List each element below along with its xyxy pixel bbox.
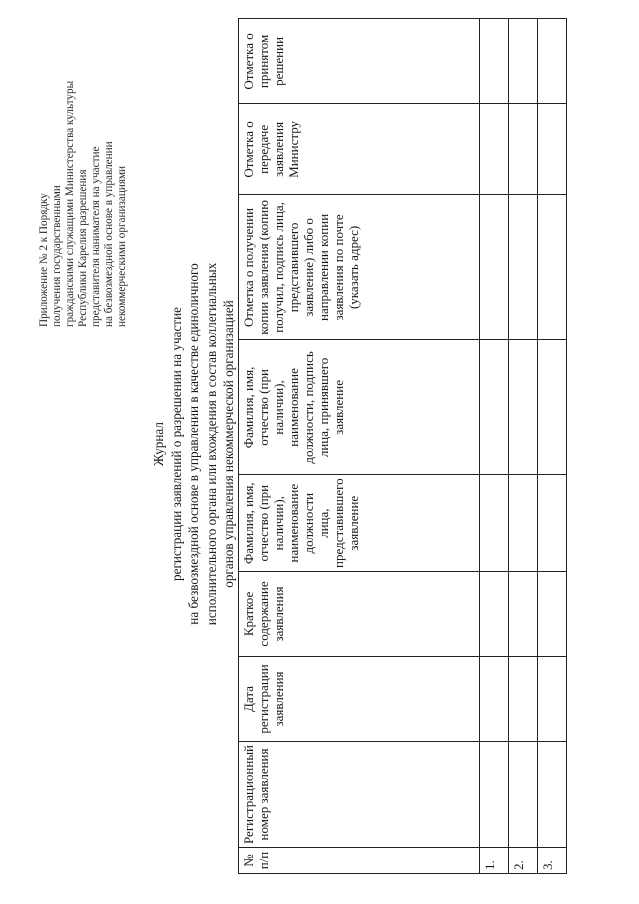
header-number: № п/п: [239, 848, 480, 874]
table-cell: 3.: [538, 848, 567, 874]
header-receiver: Фамилия, имя, отчество (при наличии), наименование должности, подпись лица, принявшего заявление: [239, 340, 480, 475]
table-cell: [480, 19, 509, 104]
table-cell: [509, 340, 538, 475]
journal-title-line: исполнительного органа или вхождения в состав коллегиальных: [203, 262, 219, 626]
table-cell: [538, 741, 567, 847]
table-cell: [480, 656, 509, 741]
appendix-line: на безвозмездной основе в управлении: [103, 141, 115, 327]
table-cell: [509, 104, 538, 195]
appendix-line: Республики Карелия разрешения: [77, 169, 89, 327]
table-cell: [509, 195, 538, 340]
appendix-line: гражданскими служащими Министерства культуры: [64, 80, 76, 327]
table-cell: [480, 741, 509, 847]
table-cell: [480, 475, 509, 572]
header-summary: Краткое содержание заявления: [239, 571, 480, 656]
appendix-line: некоммерческими организациями: [116, 165, 128, 327]
table-cell: [538, 104, 567, 195]
table-cell: [509, 475, 538, 572]
header-transfer-to-minister: Отметка о передаче заявления Министру: [239, 104, 480, 195]
table-cell: [509, 19, 538, 104]
journal-title-line: на безвозмездной основе в управлении в качестве единоличного: [186, 263, 201, 625]
table-header-row: [239, 19, 480, 874]
appendix-note: [38, 27, 129, 327]
table-cell: [509, 656, 538, 741]
header-applicant: Фамилия, имя, отчество (при наличии), наименование должности лица, представившего заявление: [239, 475, 480, 572]
appendix-line: получения государственными: [51, 185, 63, 327]
table-cell: [538, 195, 567, 340]
journal-title-line: регистрации заявлений о разрешении на участие: [168, 307, 184, 581]
table-row: [480, 19, 509, 874]
header-copy-receipt: Отметка о получении копии заявления (копию получил, подпись лица, представившего заявление) либо о направлении копии заявления по почте (указать адрес): [239, 195, 480, 340]
table-cell: [538, 475, 567, 572]
table-cell: 1.: [480, 848, 509, 874]
table-cell: [538, 340, 567, 475]
journal-title-main: Журнал: [151, 422, 166, 466]
table-cell: [509, 741, 538, 847]
table-cell: [480, 340, 509, 475]
journal-title-line: органов управления некоммерческой организацией: [221, 300, 236, 588]
table-cell: [480, 104, 509, 195]
table-row: [509, 19, 538, 874]
header-decision: Отметка о принятом решении: [239, 19, 480, 104]
table-cell: [480, 571, 509, 656]
table-cell: [509, 571, 538, 656]
journal-title: [150, 134, 238, 754]
appendix-line: представителя нанимателя на участие: [90, 146, 102, 327]
table-cell: [538, 571, 567, 656]
table-row: [538, 19, 567, 874]
table-cell: [538, 656, 567, 741]
registration-journal-table: [238, 18, 567, 874]
appendix-line: Приложение № 2 к Порядку: [38, 193, 50, 327]
table-cell: [480, 195, 509, 340]
header-registration-date: Дата регистрации заявления: [239, 656, 480, 741]
header-registration-number: Регистрационный номер заявления: [239, 741, 480, 847]
table-cell: 2.: [509, 848, 538, 874]
table-cell: [538, 19, 567, 104]
